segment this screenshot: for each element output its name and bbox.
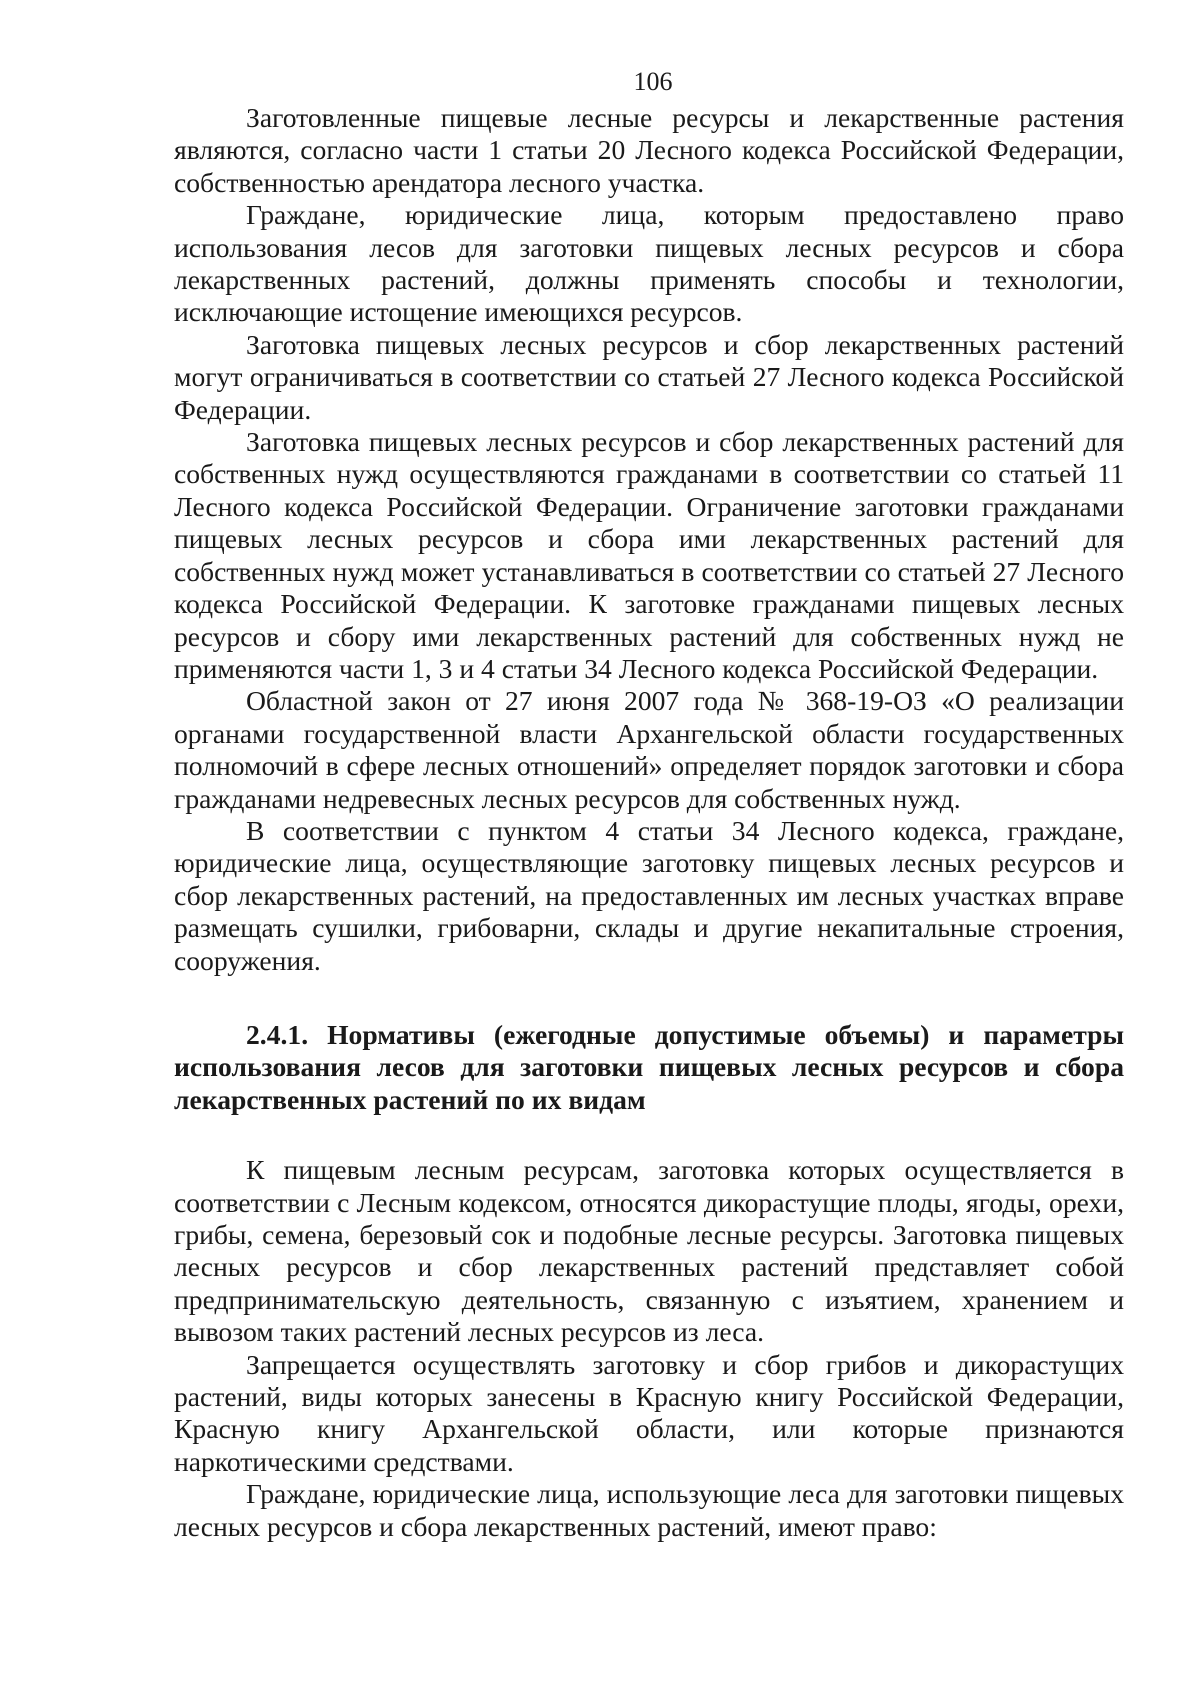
- paragraph-harvest-limits: Заготовка пищевых лесных ресурсов и сбор лекарственных растений могут ограничиваться в соответствии со статьей 27 Лесного кодекса Российской Федерации.: [174, 328, 1124, 425]
- document-page: [174, 62, 1124, 1543]
- paragraph-allowed-structures: В соответствии с пунктом 4 статьи 34 Лесного кодекса, граждане, юридические лица, осуществляющие заготовку пищевых лесных ресурсов и сбор лекарственных растений, на предоставленных им лесных участках вправе размещать сушилки, грибоварни, склады и другие некапитальные строения, сооружения.: [174, 814, 1124, 976]
- paragraph-rights-intro: Граждане, юридические лица, использующие леса для заготовки пищевых лесных ресурсов и сбора лекарственных растений, имеют право:: [174, 1478, 1124, 1542]
- page-number: 106: [633, 67, 673, 96]
- paragraph-prohibited-species: Запрещается осуществлять заготовку и сбор грибов и дикорастущих растений, виды которых занесены в Красную книгу Российской Федерации, Красную книгу Архангельской области, или которые признаются наркотическими средствами.: [174, 1348, 1124, 1477]
- paragraph-regional-law: Областной закон от 27 июня 2007 года № 368-19-ОЗ «О реализации органами государственной власти Архангельской области государственных полномочий в сфере лесных отношений» определяет порядок заготовки и сбора гражданами недревесных лесных ресурсов для собственных нужд.: [174, 685, 1124, 814]
- paragraph-food-resources-definition: К пищевым лесным ресурсам, заготовка которых осуществляется в соответствии с Лесным кодексом, относятся дикорастущие плоды, ягоды, орехи, грибы, семена, березовый сок и подобные лесные ресурсы. Заготовка пищевых лесных ресурсов и сбор лекарственных растений представляет собой предпринимательскую деятельность, связанную с изъятием, хранением и вывозом таких растений лесных ресурсов из леса.: [174, 1154, 1124, 1348]
- paragraph-owner-of-resources: Заготовленные пищевые лесные ресурсы и лекарственные растения являются, согласно части 1 статьи 20 Лесного кодекса Российской Федерации, собственностью арендатора лесного участка.: [174, 102, 1124, 198]
- paragraph-harvest-technologies: Граждане, юридические лица, которым предоставлено право использования лесов для заготовки пищевых лесных ресурсов и сбора лекарственных растений, должны применять способы и технологии, исключающие истощение имеющихся ресурсов.: [174, 199, 1124, 328]
- paragraph-own-needs: Заготовка пищевых лесных ресурсов и сбор лекарственных растений для собственных нужд осуществляются гражданами в соответствии со статьей 11 Лесного кодекса Российской Федерации. Ограничение заготовки гражданами пищевых лесных ресурсов и сбора ими лекарственных растений для собственных нужд может устанавливаться в соответствии со статьей 27 Лесного кодекса Российской Федерации. К заготовке гражданами пищевых лесных ресурсов и сбору ими лекарственных растений для собственных нужд не применяются части 1, 3 и 4 статьи 34 Лесного кодекса Российской Федерации.: [174, 426, 1124, 684]
- section-heading: 2.4.1. Нормативы (ежегодные допустимые объемы) и параметры использования лесов для заготовки пищевых лесных ресурсов и сбора лекарственных растений по их видам: [174, 1018, 1124, 1115]
